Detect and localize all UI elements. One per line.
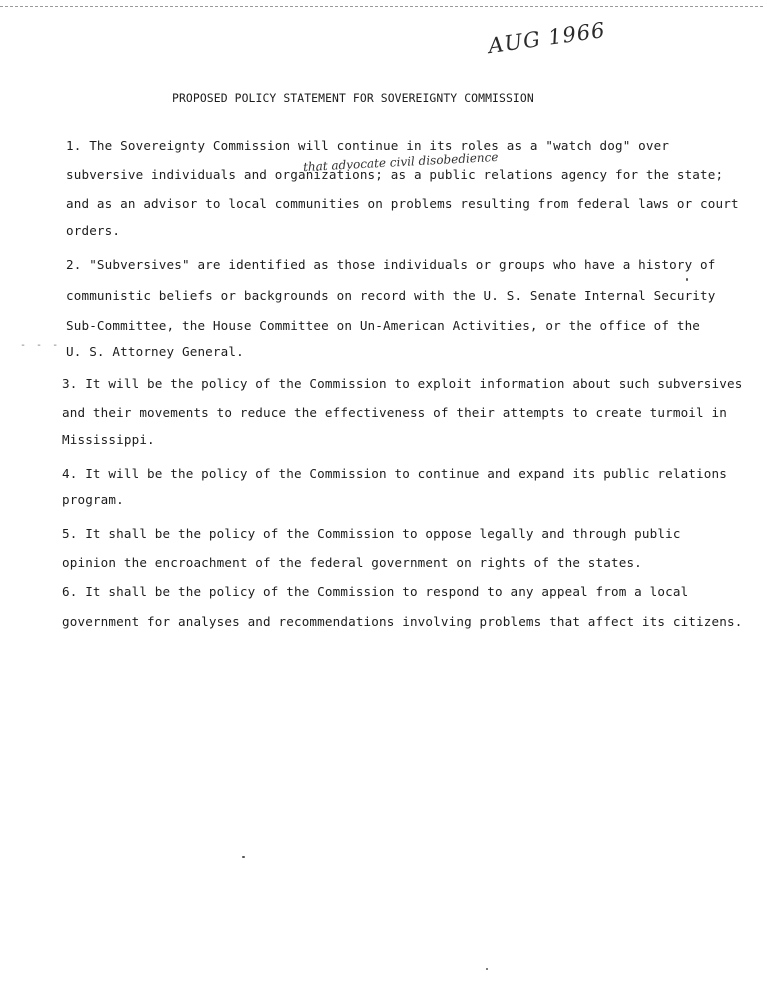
text-line: 1. The Sovereignty Commission will continue in its roles as a "watch dog" over <box>66 138 670 153</box>
scan-speck <box>486 968 488 970</box>
scan-speck <box>686 278 688 281</box>
text-line: orders. <box>66 223 121 238</box>
text-line: opinion the encroachment of the federal government on rights of the states. <box>62 555 642 570</box>
text-line: subversive individuals and organizations; as a public relations agency for the state; <box>66 167 724 182</box>
text-line: 3. It will be the policy of the Commission to exploit information about such subversives <box>62 376 743 391</box>
scan-edge-line <box>0 0 763 7</box>
text-line: U. S. Attorney General. <box>66 344 244 359</box>
text-line: government for analyses and recommendations involving problems that affect its citizens. <box>62 614 743 629</box>
text-line: 2. "Subversives" are identified as those individuals or groups who have a history of <box>66 257 716 272</box>
text-line: 5. It shall be the policy of the Commission to oppose legally and through public <box>62 526 681 541</box>
document-title: PROPOSED POLICY STATEMENT FOR SOVEREIGNTY COMMISSION <box>172 91 534 105</box>
text-line: and their movements to reduce the effectiveness of their attempts to create turmoil in <box>62 405 727 420</box>
text-line: Mississippi. <box>62 432 155 447</box>
handwritten-date: AUG 1966 <box>486 17 607 59</box>
text-line: program. <box>62 492 124 507</box>
text-line: 4. It will be the policy of the Commission to continue and expand its public relations <box>62 466 727 481</box>
text-line: and as an advisor to local communities on problems resulting from federal laws or court <box>66 196 739 211</box>
margin-marks: - - - <box>20 340 61 351</box>
text-line: Sub-Committee, the House Committee on Un-American Activities, or the office of the <box>66 318 701 333</box>
text-line: communistic beliefs or backgrounds on record with the U. S. Senate Internal Security <box>66 288 716 303</box>
scan-speck <box>242 856 245 858</box>
handwritten-insertion: that advocate civil disobedience <box>302 149 499 175</box>
text-line: 6. It shall be the policy of the Commission to respond to any appeal from a local <box>62 584 689 599</box>
